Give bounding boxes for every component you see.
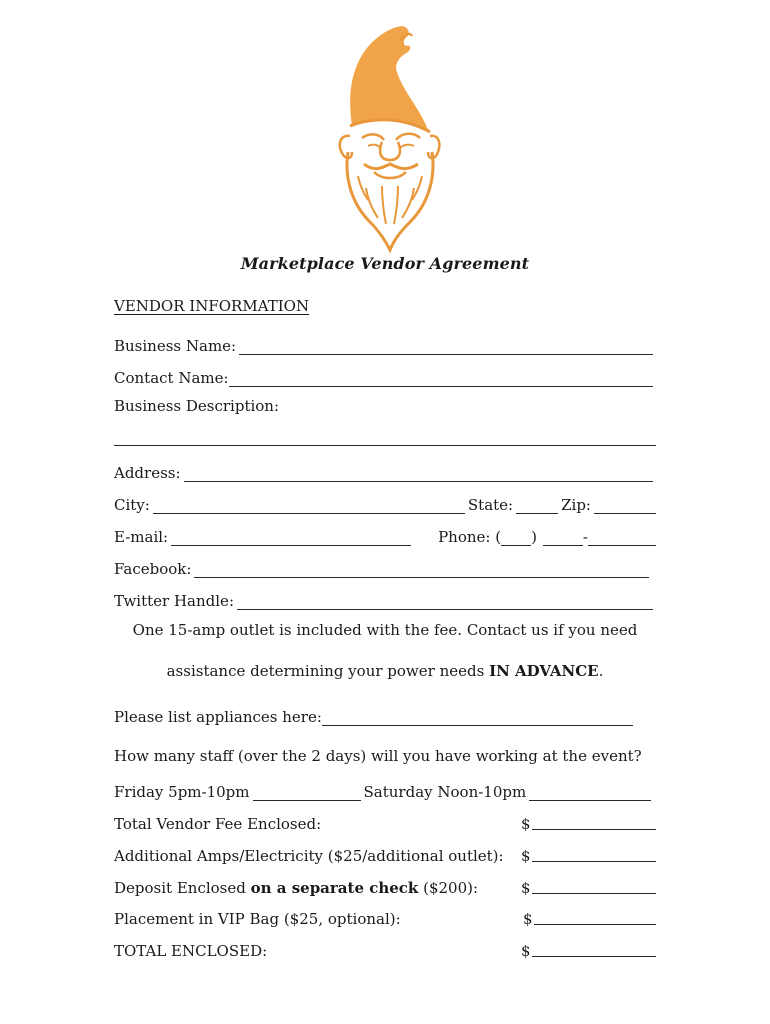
- staff-question: How many staff (over the 2 days) will you have working at the event?: [114, 747, 642, 765]
- appliances-row: [114, 704, 636, 726]
- dollar-sign: $: [523, 910, 533, 928]
- saturday-staff-field[interactable]: [529, 785, 651, 801]
- facebook-label: Facebook:: [114, 560, 192, 578]
- phone-dash: -: [582, 528, 588, 546]
- business-name-field[interactable]: [239, 339, 653, 355]
- friday-staff-field[interactable]: [253, 785, 361, 801]
- deposit-prefix: Deposit Enclosed: [114, 879, 251, 897]
- total-vendor-fee-row: [114, 811, 656, 833]
- address-row: [114, 460, 656, 482]
- total-enclosed-label: TOTAL ENCLOSED:: [114, 942, 268, 960]
- facebook-row: [114, 556, 652, 578]
- email-label: E-mail:: [114, 528, 169, 546]
- email-phone-row: [114, 524, 656, 546]
- deposit-row: [114, 875, 656, 897]
- phone-label: Phone: (: [438, 528, 502, 546]
- facebook-field[interactable]: [194, 562, 649, 578]
- power-note-line1: One 15-amp outlet is included with the fee. Contact us if you need: [132, 621, 638, 639]
- total-enclosed-field[interactable]: [532, 956, 656, 957]
- deposit-bold: on a separate check: [250, 879, 419, 897]
- total-vendor-fee-label: Total Vendor Fee Enclosed:: [114, 815, 322, 833]
- power-note-line2: [100, 662, 670, 680]
- total-enclosed-row: [114, 938, 656, 960]
- address-label: Address:: [114, 464, 181, 482]
- additional-amps-field[interactable]: [532, 861, 656, 862]
- twitter-label: Twitter Handle:: [114, 592, 234, 610]
- city-field[interactable]: [153, 498, 465, 514]
- page-title: Marketplace Vendor Agreement: [240, 254, 530, 273]
- friday-label: Friday 5pm-10pm: [114, 783, 250, 801]
- state-label: State:: [467, 496, 514, 514]
- city-state-zip-row: [114, 492, 656, 514]
- business-description-row: [114, 424, 656, 446]
- zip-field[interactable]: [594, 498, 656, 514]
- dollar-sign: $: [521, 847, 531, 865]
- additional-amps-row: [114, 843, 656, 865]
- vip-bag-row: [114, 906, 656, 928]
- deposit-field[interactable]: [532, 893, 656, 894]
- contact-name-label: Contact Name:: [114, 369, 229, 387]
- appliances-label: Please list appliances here:: [114, 708, 322, 726]
- dollar-sign: $: [521, 815, 531, 833]
- dollar-sign: $: [521, 879, 531, 897]
- phone-close-paren: ): [531, 528, 537, 546]
- gnome-icon: [330, 18, 450, 254]
- twitter-field[interactable]: [237, 594, 653, 610]
- email-field[interactable]: [171, 530, 411, 546]
- additional-amps-label: Additional Amps/Electricity ($25/additional outlet):: [114, 847, 504, 865]
- vip-bag-field[interactable]: [534, 924, 656, 925]
- power-note-suffix: .: [598, 662, 604, 680]
- deposit-label: [114, 879, 478, 897]
- staff-days-row: [114, 779, 654, 801]
- phone-line-field[interactable]: [588, 530, 656, 546]
- section-heading: VENDOR INFORMATION: [114, 297, 310, 315]
- power-note-prefix: assistance determining your power needs: [166, 662, 490, 680]
- contact-name-field[interactable]: [229, 371, 653, 387]
- power-note-bold: IN ADVANCE: [489, 662, 599, 680]
- zip-label: Zip:: [561, 496, 591, 514]
- phone-prefix-field[interactable]: [543, 530, 583, 546]
- appliances-field[interactable]: [322, 710, 633, 726]
- business-description-field[interactable]: [114, 430, 656, 446]
- business-description-label: Business Description:: [114, 397, 280, 415]
- contact-name-row: [114, 365, 656, 387]
- business-name-label: Business Name:: [114, 337, 237, 355]
- saturday-label: Saturday Noon-10pm: [363, 783, 527, 801]
- dollar-sign: $: [521, 942, 531, 960]
- city-label: City:: [114, 496, 150, 514]
- total-vendor-fee-field[interactable]: [532, 829, 656, 830]
- address-field[interactable]: [184, 466, 653, 482]
- phone-area-field[interactable]: [501, 530, 531, 546]
- vip-bag-label: Placement in VIP Bag ($25, optional):: [114, 910, 401, 928]
- business-name-row: [114, 333, 656, 355]
- state-field[interactable]: [516, 498, 558, 514]
- deposit-suffix: ($200):: [418, 879, 479, 897]
- twitter-row: [114, 588, 656, 610]
